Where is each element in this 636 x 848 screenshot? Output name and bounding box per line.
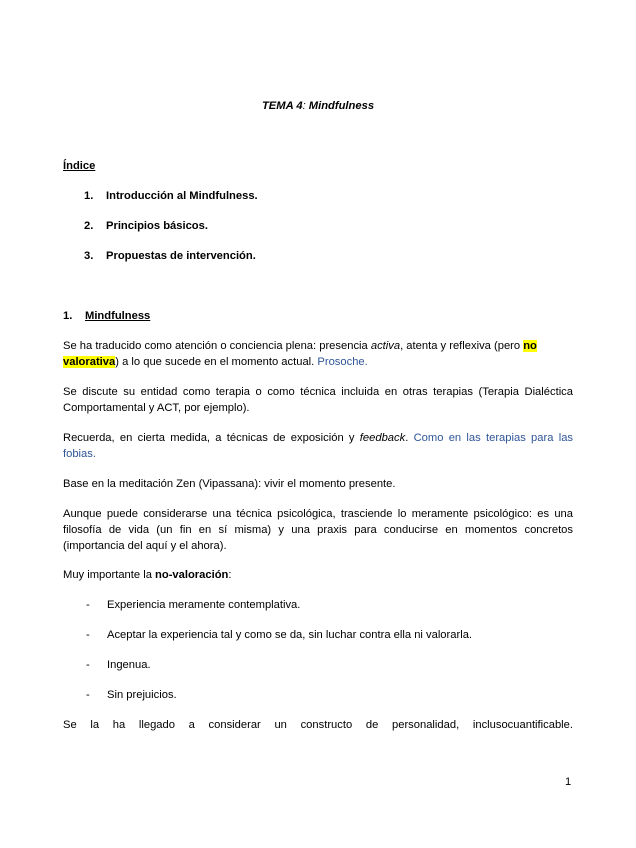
highlighted-text: no [523,340,537,352]
paragraph-zen: Base en la meditación Zen (Vipassana): vivir el momento presente. [63,478,396,490]
paragraph-entity: Se discute su entidad como terapia o como técnica incluida en otras terapias (Terapia Dialéctica Comportamental y ACT, por ejemplo). [63,386,573,414]
paragraph-definition: Se ha traducido como atención o conciencia plena: presencia activa, atenta y reflexiva (pero no valorativa) a lo que sucede en el momento actual. Prosoche. [63,340,537,368]
paragraph-construct: Se la ha llegado a considerar un constructo de personalidad, inclusocuantificable. [63,719,573,731]
page-title: TEMA 4: Mindfulness [261,100,375,112]
toc-item: 2. Principios básicos. [84,220,208,232]
toc-item: 1. Introducción al Mindfulness. [84,190,258,202]
paragraph-philosophy: Aunque puede considerarse una técnica psicológica, trasciende lo meramente psicológico: es una filosofía de vida (un fin en sí misma) y una praxis para conducirse en momentos concretos (importancia del aquí y el ahora). [63,508,573,552]
list-item: - Aceptar la experiencia tal y como se da, sin luchar contra ella ni valorarla. [86,629,473,641]
highlighted-text: valorativa [63,355,116,368]
paragraph-no-valoracion: Muy importante la no-valoración: [63,569,232,581]
page-number: 1 [565,776,572,788]
margin-note: Prosoche. [317,355,368,368]
list-item: - Experiencia meramente contemplativa. [86,599,301,611]
index-heading: Índice [63,160,96,172]
paragraph-exposure: Recuerda, en cierta medida, a técnicas de exposición y feedback. Como en las terapias para las fobias. [63,432,574,460]
list-item: - Sin prejuicios. [86,689,177,701]
section-heading: 1. Mindfulness [63,310,151,322]
margin-note: Como en las terapias para las fobias. [63,432,574,460]
list-item: - Ingenua. [86,659,151,671]
toc-item: 3. Propuestas de intervención. [84,250,256,262]
